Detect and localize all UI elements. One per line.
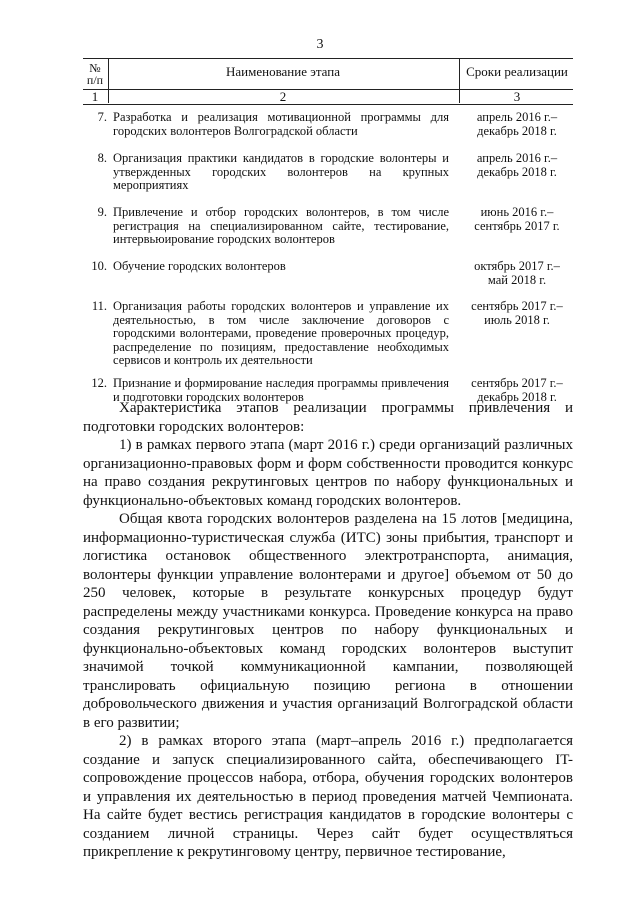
row-stage-name: Привлечение и отбор городских волонтеров, в том числе регистрация на специализированном сайте, тестирование, интервьюирование городских волонтеров	[113, 205, 449, 246]
row-term-end: декабрь 2018 г.	[477, 164, 557, 179]
row-term-start: апрель 2016 г.–	[476, 110, 558, 124]
row-terms	[461, 206, 573, 233]
table-header-row	[83, 58, 573, 90]
page-number: 3	[316, 37, 324, 52]
row-terms	[461, 111, 573, 138]
row-terms	[461, 300, 573, 327]
row-term-start: июнь 2016 г.–	[480, 205, 554, 219]
column-numbers-row	[83, 90, 573, 105]
row-number: 11.	[91, 299, 107, 313]
header-number-line2: п/п	[86, 73, 104, 87]
row-number: 9.	[97, 205, 107, 219]
row-number: 12.	[91, 376, 107, 390]
quota-paragraph: Общая квота городских волонтеров разделена на 15 лотов [медицина, информационно-туристическая служба (ИТС) зоны прибытия, транспорт и логистика остановок общественного электротранспорта, анимация, волонтеры функции управление волонтерами и другое] объемом от 50 до 250 человек, которые в результате конкурсных процедур будут распределены между участниками конкурса. Проведение конкурса на право создания рекрутинговых центров по набору функциональных и функционально-объектовых команд городских волонтеров выступит значимой точкой коммуникационной кампании, позволяющей транслировать официальную позицию региона в отношении добровольческого движения и участия организаций Волгоградской области в его развитии;	[83, 511, 573, 731]
row-term-end: май 2018 г.	[487, 272, 547, 287]
row-stage-name: Обучение городских волонтеров	[113, 259, 286, 273]
row-stage-name: Разработка и реализация мотивационной программы для городских волонтеров Волгоградской области	[113, 110, 449, 138]
stage-two-paragraph: 2) в рамках второго этапа (март–апрель 2016 г.) предполагается создание и запуск специализированного сайта, обеспечивающего IT-сопровождение процессов набора, отбора, обучения городских волонтеров и управления их деятельностью в период проведения матчей Чемпионата. На сайте будет вестись регистрация кандидатов в городские волонтеры с созданием личной страницы. Через сайт будет осуществляться прикрепление к рекрутинговому центру, первичное тестирование,	[83, 733, 573, 860]
column-number-2: 2	[279, 89, 287, 104]
row-stage-name: Организация работы городских волонтеров и управление их деятельностью, в том числе заключение договоров с городскими волонтерами, проведение проверочных процедур, распределение по позициям, предоставление необходимых сервисов и контроль их деятельности	[113, 299, 449, 367]
row-term-start: сентябрь 2017 г.–	[471, 299, 563, 313]
row-terms	[461, 260, 573, 287]
row-number: 10.	[91, 259, 107, 273]
row-number: 7.	[97, 110, 107, 124]
intro-paragraph: Характеристика этапов реализации программы привлечения и подготовки городских волонтеров:	[83, 400, 573, 435]
row-term-end: сентябрь 2017 г.	[474, 218, 560, 233]
row-term-start: апрель 2016 г.–	[476, 151, 558, 165]
stage-one-paragraph: 1) в рамках первого этапа (март 2016 г.) среди организаций различных организационно-правовых форм и форм собственности проводится конкурс на право создания рекрутинговых центров по набору функциональных и функционально-объектовых команд городских волонтеров.	[83, 437, 573, 509]
column-number-3: 3	[513, 89, 521, 104]
row-stage-name: Организация практики кандидатов в городские волонтеры и утвержденных городских волонтеров на крупных мероприятиях	[113, 151, 449, 192]
row-stage-name: Признание и формирование наследия программы привлечения и подготовки городских волонтеров	[113, 376, 449, 404]
header-number-line1: №	[89, 61, 101, 75]
header-number	[83, 62, 107, 86]
stages-table	[83, 58, 573, 404]
row-term-end: декабрь 2018 г.	[477, 389, 557, 404]
row-term-end: июль 2018 г.	[484, 312, 550, 327]
header-terms: Сроки реализации	[466, 64, 568, 79]
row-term-end: декабрь 2018 г.	[477, 123, 557, 138]
body-text	[83, 399, 573, 862]
header-stage-name: Наименование этапа	[226, 64, 340, 79]
row-number: 8.	[97, 151, 107, 165]
column-number-1: 1	[91, 89, 99, 104]
row-term-start: сентябрь 2017 г.–	[471, 376, 563, 390]
row-terms	[461, 152, 573, 179]
row-term-start: октябрь 2017 г.–	[474, 259, 560, 273]
